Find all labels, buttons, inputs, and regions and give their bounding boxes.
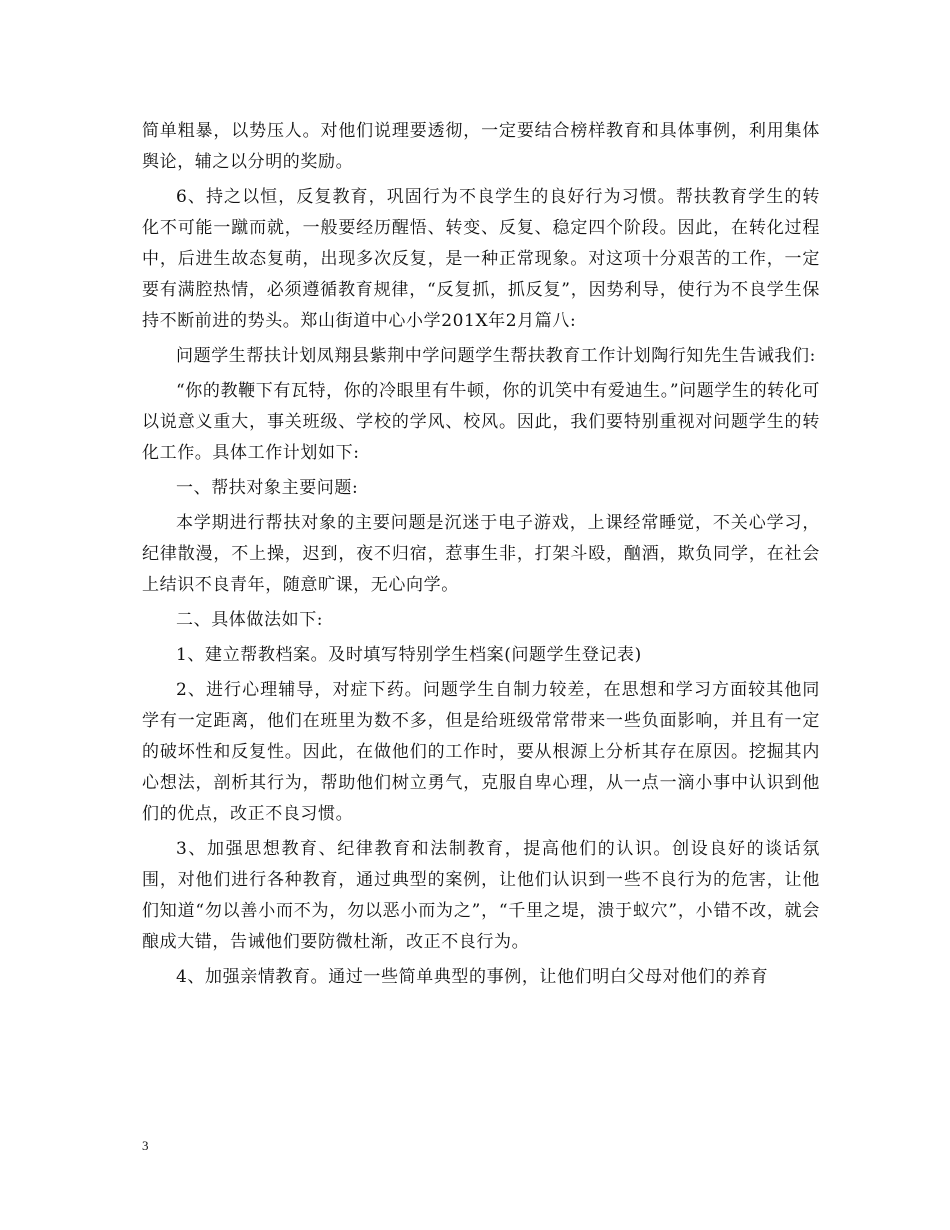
- paragraph: 问题学生帮扶计划凤翔县紫荆中学问题学生帮扶教育工作计划陶行知先生告诫我们:: [176, 346, 816, 366]
- paragraph: 简单粗暴，以势压人。对他们说理要透彻，一定要结合榜样教育和具体事例，利用集体舆论，辅之以分明的奖励。: [142, 121, 820, 172]
- list-item: 2、进行心理辅导，对症下药。问题学生自制力较差，在思想和学习方面较其他同学有一定距离，他们在班里为数不多，但是给班级常常带来一些负面影响，并且有一定的破坏性和反复性。因此，在做他们的工作时，要从根源上分析其存在原因。挖掘其内心想法，剖析其行为，帮助他们树立勇气，克服自卑心理，从一点一滴小事中认识到他们的优点，改正不良习惯。: [142, 680, 820, 824]
- list-item: 4、加强亲情教育。通过一些简单典型的事例，让他们明白父母对他们的养育: [176, 967, 769, 987]
- document-body: [142, 116, 820, 997]
- paragraph: 6、持之以恒，反复教育，巩固行为不良学生的良好行为习惯。帮扶教育学生的转化不可能一蹴而就，一般要经历醒悟、转变、反复、稳定四个阶段。因此，在转化过程中，后进生故态复萌，出现多次反复，是一种正常现象。对这项十分艰苦的工作，一定要有满腔热情，必须遵循教育规律，“反复抓，抓反复”，因势利导，使行为不良学生保持不断前进的势头。郑山街道中心小学201X年2月篇八:: [142, 187, 820, 331]
- page-number: 3: [142, 1138, 149, 1153]
- list-item: 3、加强思想教育、纪律教育和法制教育，提高他们的认识。创设良好的谈话氛围，对他们进行各种教育，通过典型的案例，让他们认识到一些不良行为的危害，让他们知道“勿以善小而不为，勿以恶小而为之”，“千里之堤，溃于蚁穴”，小错不改，就会酿成大错，告诫他们要防微杜渐，改正不良行为。: [142, 839, 820, 952]
- paragraph: “你的教鞭下有瓦特，你的冷眼里有牛顿，你的讥笑中有爱迪生。”问题学生的转化可以说意义重大，事关班级、学校的学风、校风。因此，我们要特别重视对问题学生的转化工作。具体工作计划如下:: [142, 381, 820, 463]
- paragraph: 本学期进行帮扶对象的主要问题是沉迷于电子游戏，上课经常睡觉，不关心学习，纪律散漫，不上操，迟到，夜不归宿，惹事生非，打架斗殴，酗酒，欺负同学，在社会上结识不良青年，随意旷课，无心向学。: [142, 513, 820, 595]
- section-heading: 二、具体做法如下:: [176, 610, 324, 630]
- list-item: 1、建立帮教档案。及时填写特别学生档案(问题学生登记表): [176, 645, 642, 665]
- section-heading: 一、帮扶对象主要问题:: [176, 478, 359, 498]
